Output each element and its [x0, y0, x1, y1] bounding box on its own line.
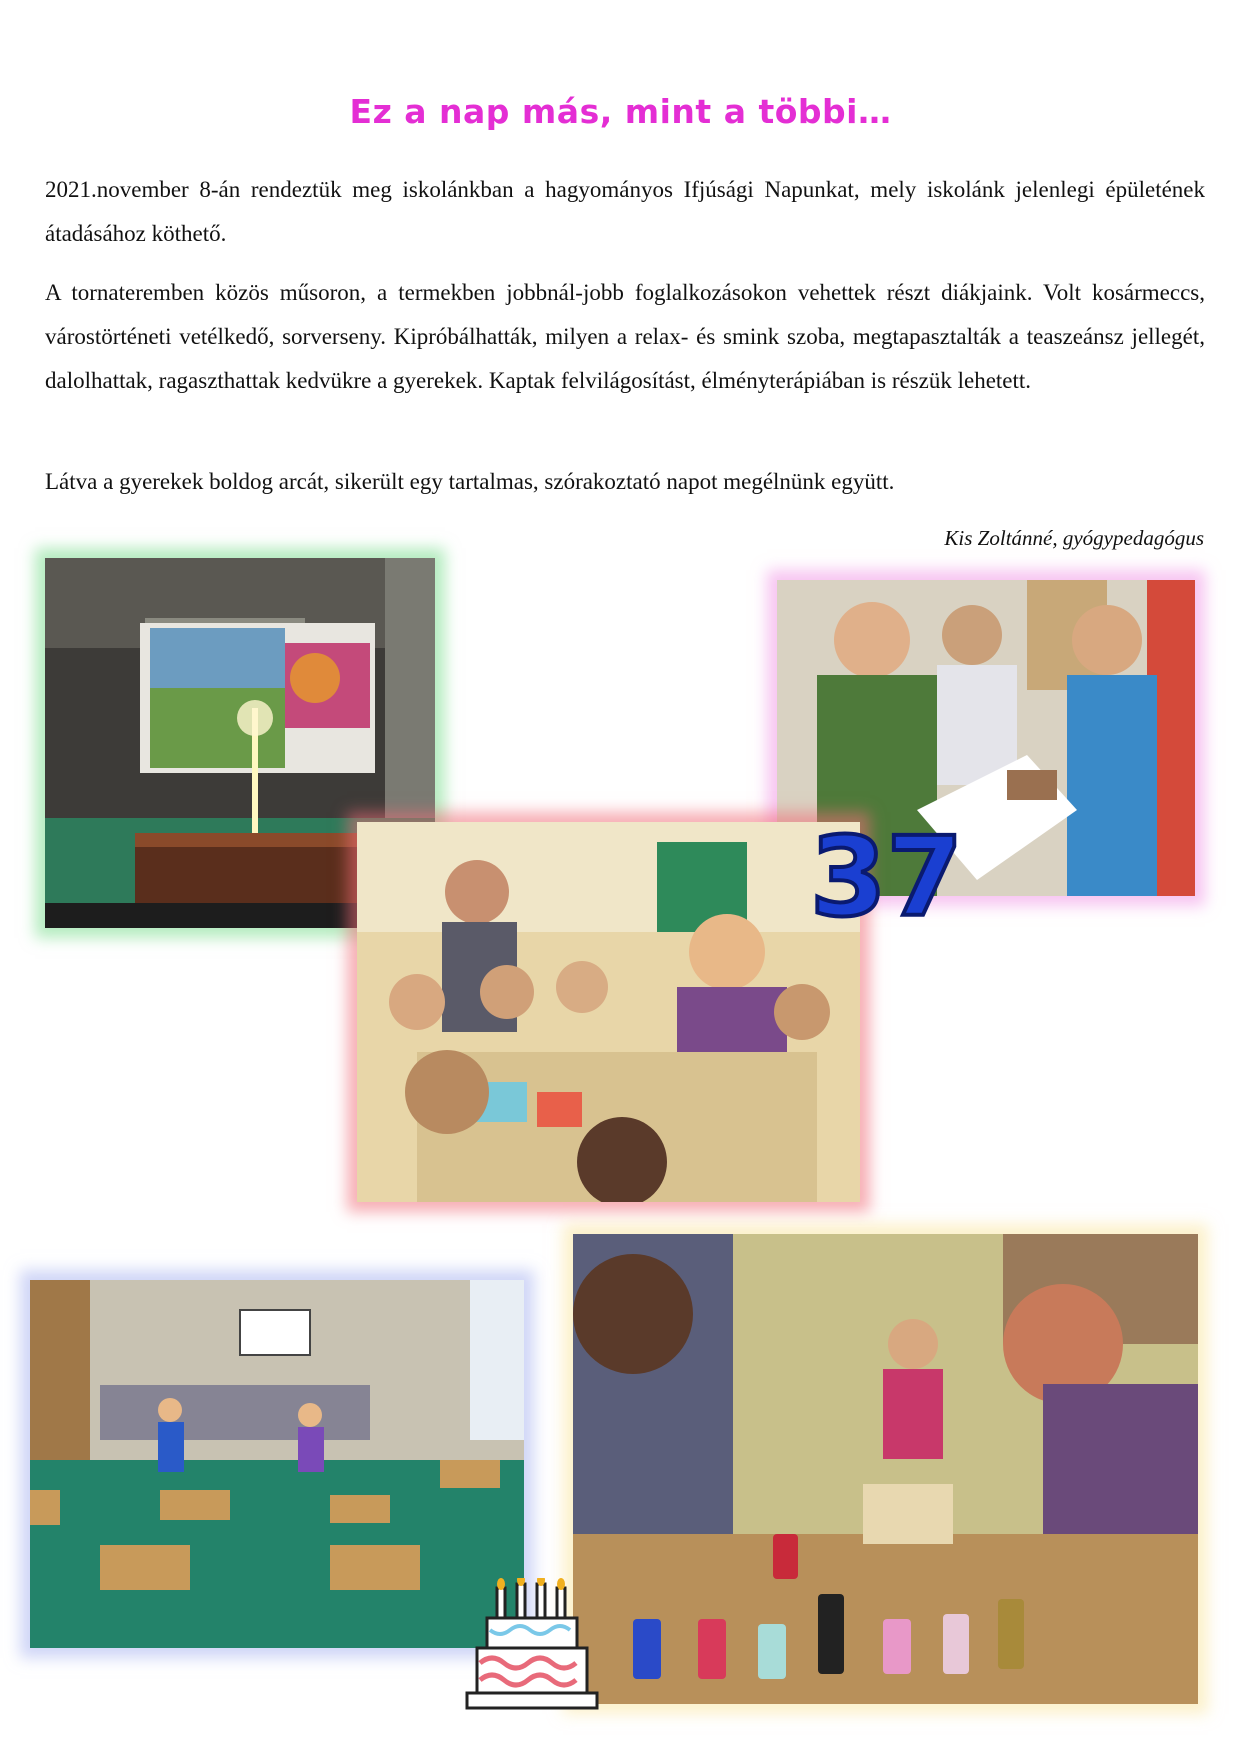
paragraph-intro: 2021.november 8-án rendeztük meg iskolánkban a hagyományos Ifjúsági Napunkat, mely iskolánk jelenlegi épületének átadásához köthető.	[45, 177, 1205, 246]
paragraph-closing: Látva a gyerekek boldog arcát, sikerült egy tartalmas, szórakoztató napot megélnünk együtt.	[45, 469, 895, 494]
article-title: Ez a nap más, mint a többi…	[349, 92, 892, 131]
photo-nail-polish	[573, 1234, 1198, 1704]
photo-children-table	[357, 822, 860, 1202]
paragraph-activities: A tornateremben közös műsoron, a termekben jobbnál-jobb foglalkozásokon vehettek részt diákjaink. Volt kosármeccs, várostörténeti vetélkedő, sorverseny. Kipróbálhatták, milyen a relax- és smink szoba, megtapasztalták a teaszeánsz jellegét, dalolhattak, ragaszthattak kedvükre a gyerekek. Kaptak felvilágosítást, élményterápiában is részük lehetett.	[45, 280, 1205, 393]
author-signature: Kis Zoltánné, gyógypedagógus	[944, 526, 1204, 550]
number-37-text: 37	[810, 813, 964, 941]
photo-gym-relay	[30, 1280, 524, 1648]
number-37-badge	[800, 795, 1000, 975]
birthday-cake-icon	[462, 1578, 602, 1728]
